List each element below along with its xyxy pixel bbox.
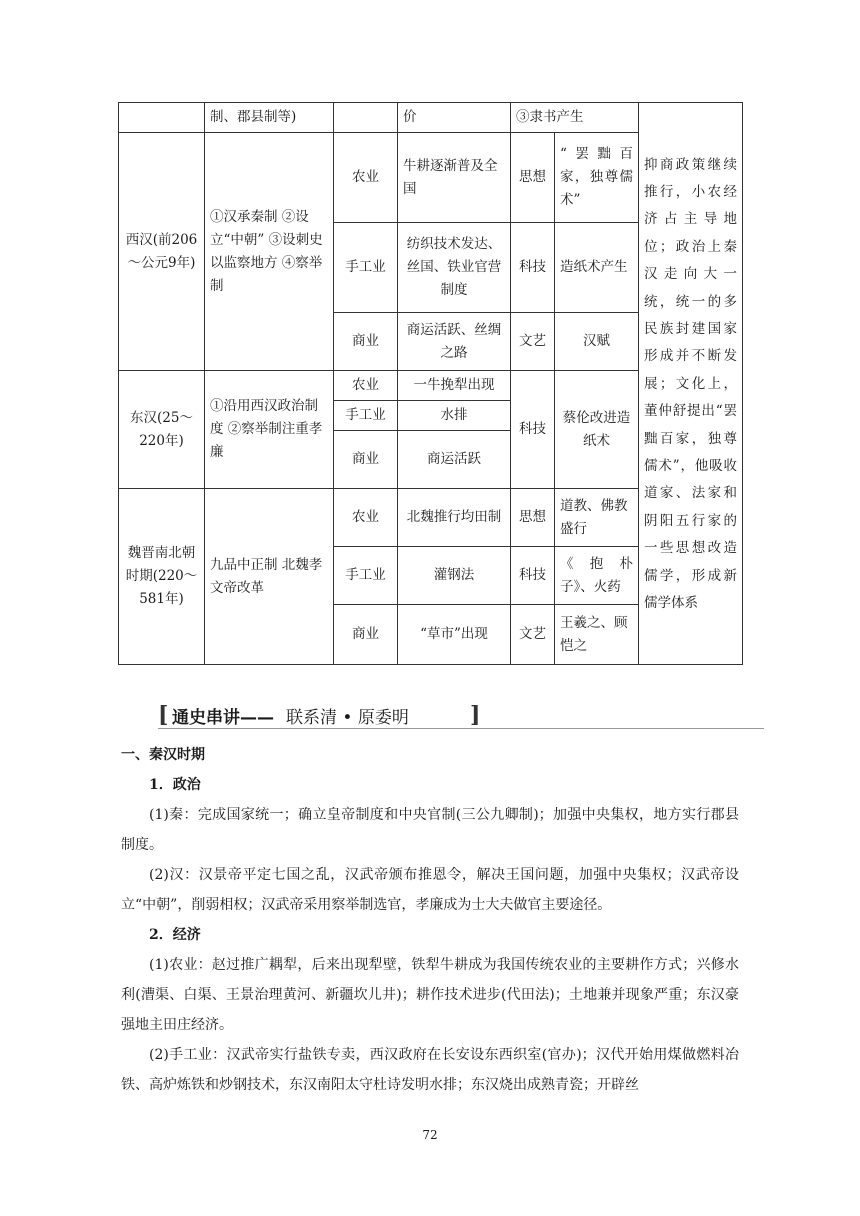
paragraph: (2)汉：汉景帝平定七国之乱，汉武帝颁布推恩令，解决王国问题，加强中央集权；汉武帝设立“中朝”，削弱相权；汉武帝采用察举制选官，孝廉成为士大夫做官主要途径。 <box>121 867 739 913</box>
table-cell: 北魏推行均田制 <box>398 489 511 547</box>
table-cell: “罢黜百家，独尊儒术” <box>555 133 639 223</box>
bracket-left-icon: [ <box>158 702 169 728</box>
table-cell: 科技 <box>511 547 555 605</box>
section-title: 一、秦汉时期 <box>121 747 205 763</box>
period-weijin: 魏晋南北朝时期(220～581年) <box>119 489 205 665</box>
table-cell: 汉赋 <box>555 313 639 371</box>
table-cell <box>119 103 205 133</box>
history-table <box>118 102 743 665</box>
table-cell: 蔡伦改进造纸术 <box>555 371 639 489</box>
politics-donghan: ①沿用西汉政治制度 ②察举制注重孝廉 <box>205 371 334 489</box>
body-text <box>121 740 739 1100</box>
table-cell <box>334 103 398 133</box>
period-donghan: 东汉(25～220年) <box>119 371 205 489</box>
paragraph: (1)农业：赵过推广耦犁，后来出现犁壁，铁犁牛耕成为我国传统农业的主要耕作方式；兴修水利(漕渠、白渠、王景治理黄河、新疆坎儿井)；耕作技术进步(代田法)；土地兼并现象严重；东汉豪强地主田庄经济。 <box>121 957 739 1033</box>
period-xihan: 西汉(前206～公元9年) <box>119 133 205 371</box>
table-cell: 思想 <box>511 133 555 223</box>
table-cell: 科技 <box>511 223 555 313</box>
table-cell: 农业 <box>334 133 398 223</box>
table-cell: 水排 <box>398 401 511 431</box>
politics-xihan: ①汉承秦制 ②设立“中朝” ③设刺史以监察地方 ④察举制 <box>205 133 334 371</box>
table-cell: 道教、佛教盛行 <box>555 489 639 547</box>
paragraph: (2)手工业：汉武帝实行盐铁专卖，西汉政府在长安设东西织室(官办)；汉代开始用煤做燃料冶铁、高炉炼铁和炒钢技术，东汉南阳太守杜诗发明水排；东汉烧出成熟青瓷；开辟丝 <box>121 1047 739 1093</box>
heading-regular: 联系清 • 原委明 <box>286 708 409 728</box>
table-cell: 一牛挽犁出现 <box>398 371 511 401</box>
summary-cell: 抑商政策继续推行，小农经济占主导地位；政治上秦汉走向大一统，统一的多民族封建国家形成并不断发展；文化上，董仲舒提出“罢黜百家，独尊儒术”，他吸收道家、法家和阴阳五行家的一些思想改造儒学，形成新儒学体系 <box>639 103 743 665</box>
subsection-title: 1．政治 <box>149 777 201 793</box>
table-cell: 商运活跃 <box>398 431 511 489</box>
page-number: 72 <box>422 1128 438 1142</box>
table-cell: 文艺 <box>511 605 555 665</box>
bracket-right-icon: ] <box>470 702 481 728</box>
table-cell: 手工业 <box>334 547 398 605</box>
table-cell: 思想 <box>511 489 555 547</box>
table-cell: 商业 <box>334 313 398 371</box>
table-cell: ③隶书产生 <box>511 103 639 133</box>
table-cell: 造纸术产生 <box>555 223 639 313</box>
subsection-title: 2．经济 <box>149 927 201 943</box>
table-cell: 价 <box>398 103 511 133</box>
table-cell: 商运活跃、丝绸之路 <box>398 313 511 371</box>
paragraph: (1)秦：完成国家统一；确立皇帝制度和中央官制(三公九卿制)；加强中央集权，地方实行郡县制度。 <box>121 807 739 853</box>
table-cell: 手工业 <box>334 223 398 313</box>
politics-weijin: 九品中正制 北魏孝文帝改革 <box>205 489 334 665</box>
table-cell: “草市”出现 <box>398 605 511 665</box>
table-cell: 牛耕逐渐普及全国 <box>398 133 511 223</box>
table-cell: 农业 <box>334 371 398 401</box>
table-cell: 商业 <box>334 431 398 489</box>
heading-bold: 通史串讲—— <box>172 708 274 728</box>
section-heading <box>158 700 764 729</box>
table-cell: 农业 <box>334 489 398 547</box>
table-cell: 王羲之、顾恺之 <box>555 605 639 665</box>
table-cell: 《抱朴子》、火药 <box>555 547 639 605</box>
table-cell: 纺织技术发达、丝国、铁业官营制度 <box>398 223 511 313</box>
table-cell: 科技 <box>511 371 555 489</box>
table-cell: 手工业 <box>334 401 398 431</box>
table-cell: 制、郡县制等) <box>205 103 334 133</box>
table-cell: 商业 <box>334 605 398 665</box>
table-cell: 文艺 <box>511 313 555 371</box>
table-cell: 灌钢法 <box>398 547 511 605</box>
